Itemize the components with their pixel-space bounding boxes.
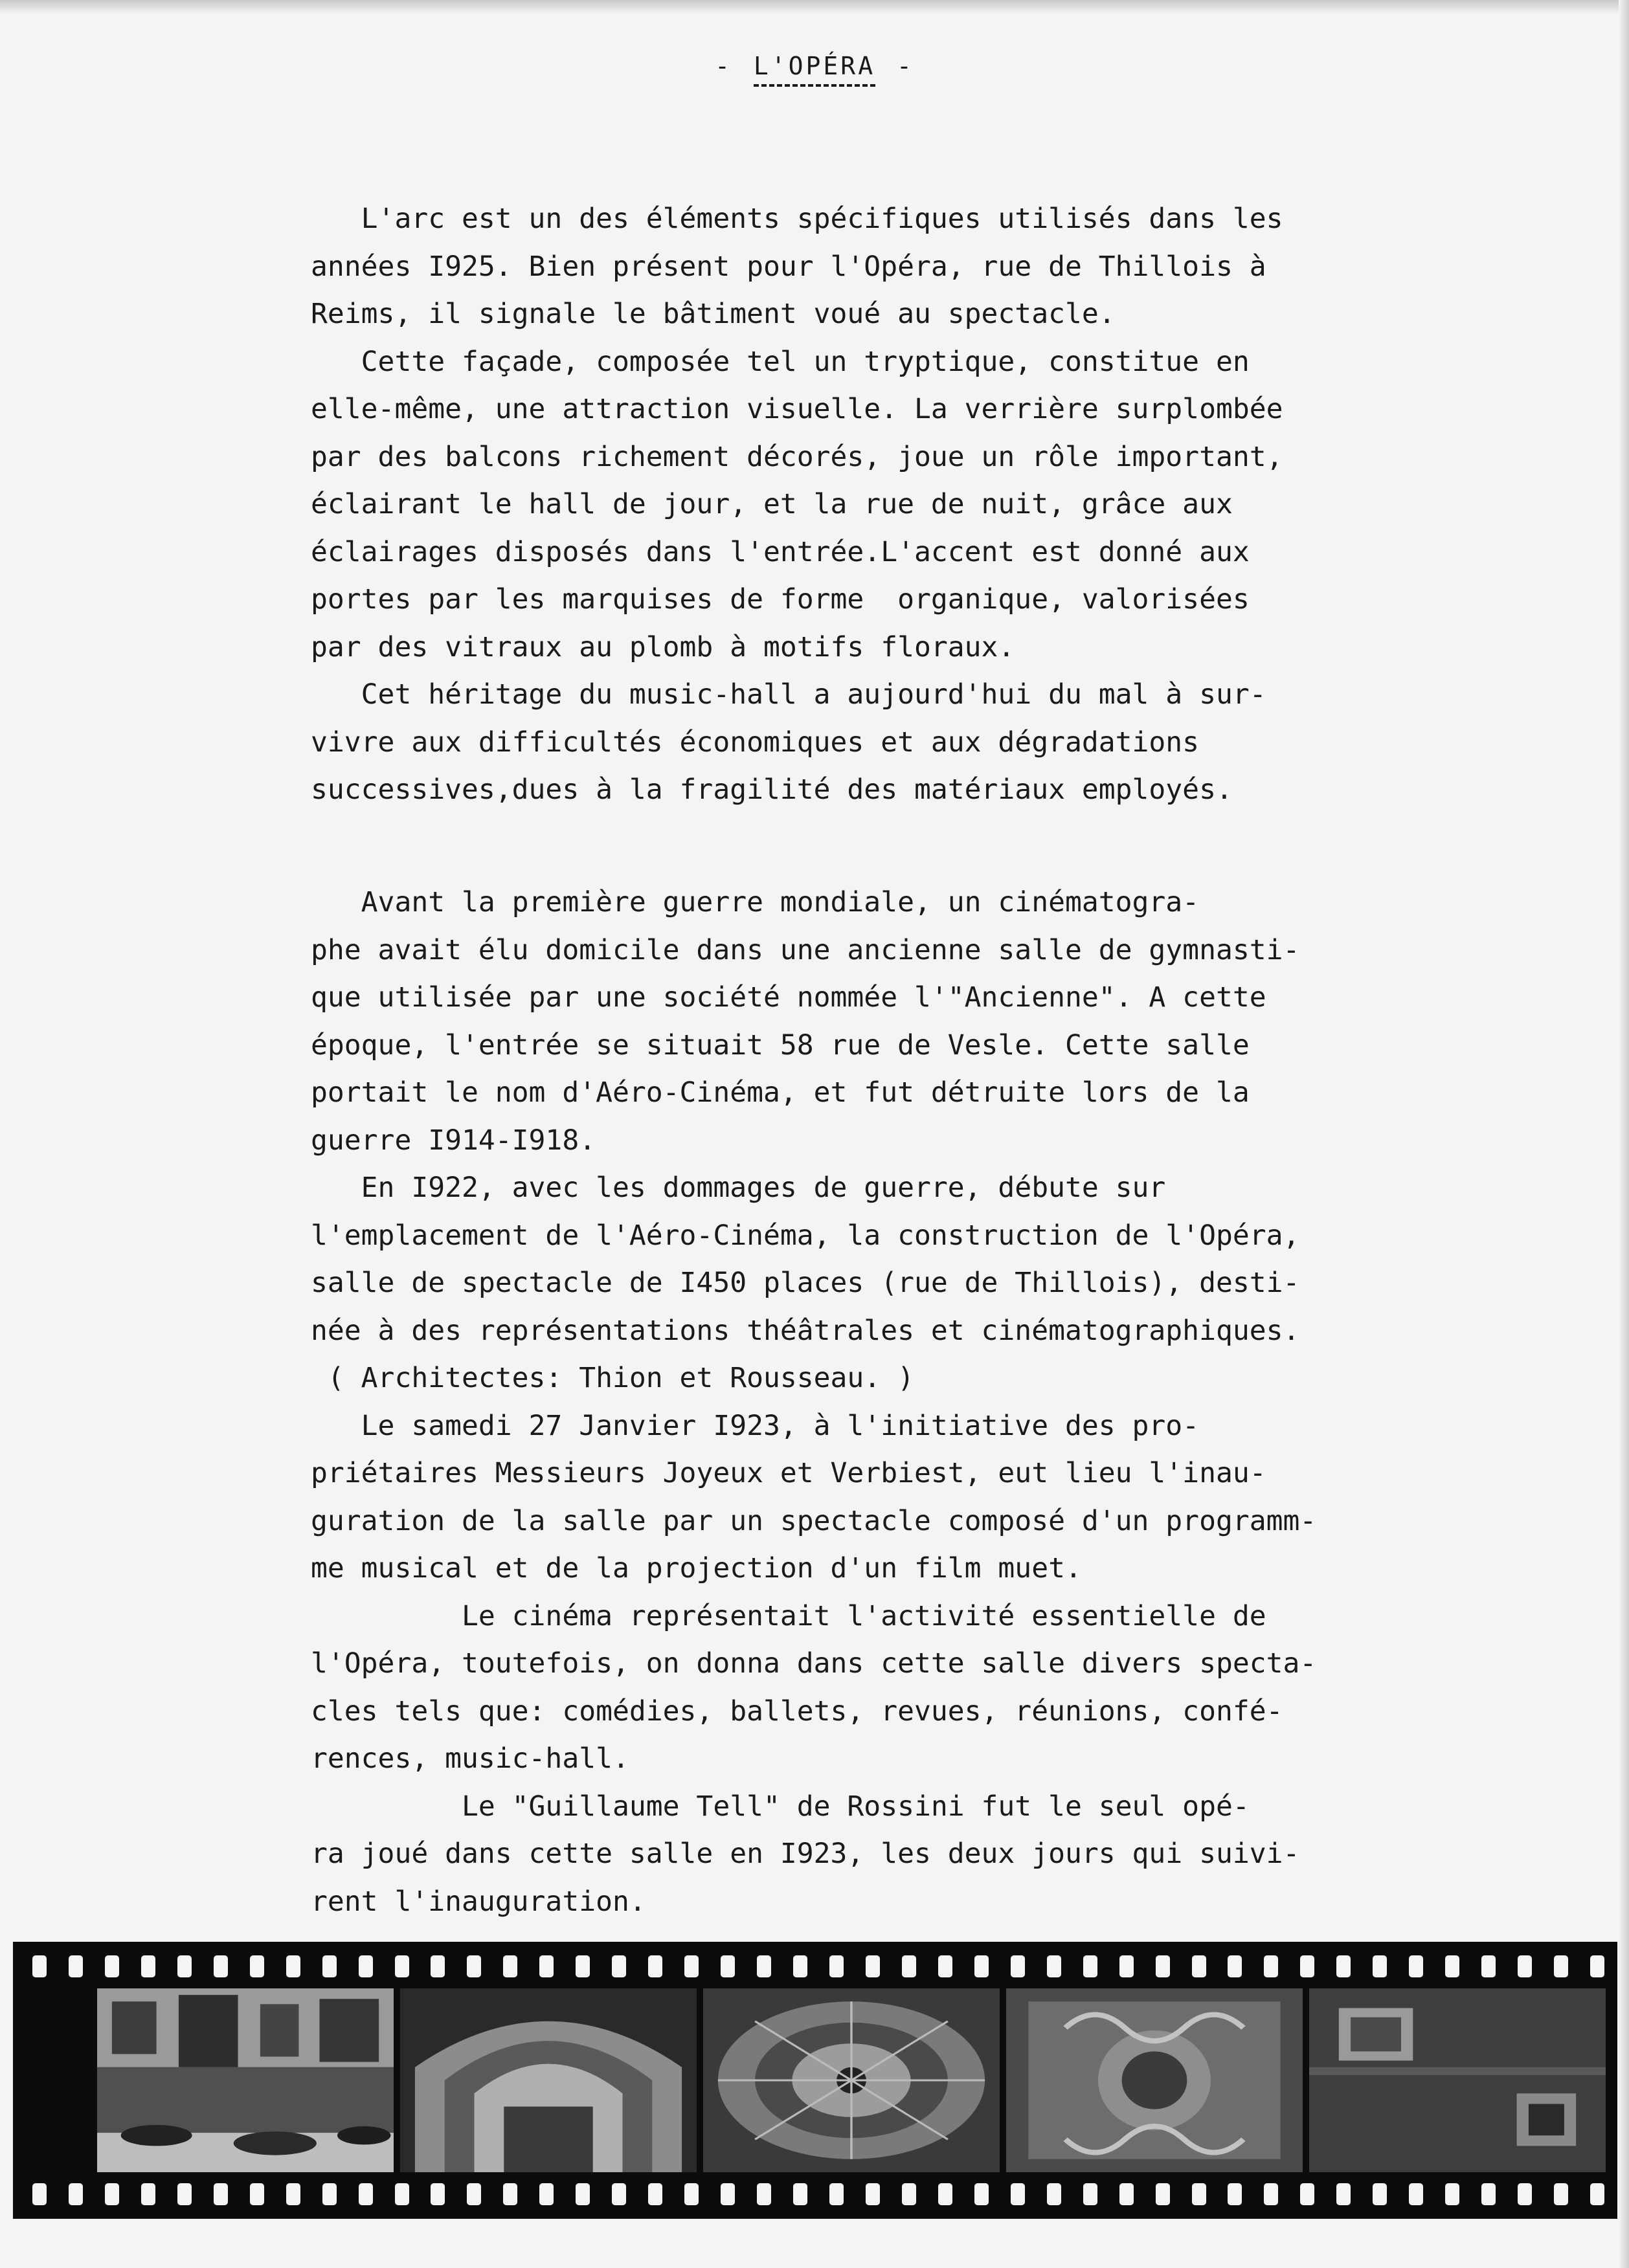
- film-perforation: [974, 1955, 989, 1977]
- film-perforation: [467, 1955, 481, 1977]
- film-perforation: [214, 2183, 228, 2205]
- film-perforation: [684, 1955, 699, 1977]
- film-perforation: [250, 2183, 264, 2205]
- film-perforation: [431, 2183, 445, 2205]
- film-perforation: [757, 1955, 771, 1977]
- film-perforations-bottom: [32, 2180, 1604, 2208]
- film-perforation: [503, 2183, 517, 2205]
- film-perforation: [32, 2183, 47, 2205]
- film-perforation: [1445, 1955, 1459, 1977]
- film-perforation: [1518, 1955, 1532, 1977]
- film-perforation: [1083, 1955, 1097, 1977]
- film-perforation: [938, 2183, 952, 2205]
- film-perforation: [612, 1955, 626, 1977]
- film-perforation: [648, 2183, 662, 2205]
- title-dash-left: -: [715, 52, 733, 80]
- street-facade-photo: [97, 1988, 394, 2172]
- film-perforation: [829, 1955, 844, 1977]
- film-perforation: [612, 2183, 626, 2205]
- film-perforation: [1300, 2183, 1314, 2205]
- film-perforation: [1083, 2183, 1097, 2205]
- film-perforation: [1373, 1955, 1387, 1977]
- film-perforation: [1047, 1955, 1061, 1977]
- film-perforation: [1554, 2183, 1568, 2205]
- film-perforation: [1119, 2183, 1134, 2205]
- film-perforation: [866, 2183, 880, 2205]
- film-perforation: [1011, 1955, 1025, 1977]
- film-strip: [13, 1942, 1617, 2219]
- film-perforation: [177, 2183, 192, 2205]
- film-perforation: [866, 1955, 880, 1977]
- film-perforation: [141, 2183, 155, 2205]
- film-perforation: [286, 2183, 300, 2205]
- film-perforation: [1192, 2183, 1206, 2205]
- film-perforation: [1373, 2183, 1387, 2205]
- title-text: L'OPÉRA: [750, 52, 879, 80]
- film-perforation: [721, 2183, 735, 2205]
- film-perforation: [576, 2183, 590, 2205]
- film-perforation: [1481, 2183, 1496, 2205]
- body-section-facade: L'arc est un des éléments spécifiques utilisés dans les années I925. Bien présent pour l'Opéra, rue de Thillois à Reims, il signale le bâtiment voué au spectacle. Cette façade, composée tel un tryptique, constitue en elle-même, une attraction visuelle. La verrière surplombée par des balcons richement décorés, joue un rôle important, éclairant le hall de jour, et la rue de nuit, grâce aux éclairages disposés dans l'entrée.L'accent est donné aux portes par les marquises de forme organique, valorisées par des vitraux au plomb à motifs floraux. Cet héritage du music-hall a aujourd'hui du mal à sur- vivre aux difficultés économiques et aux dégradations successives,dues à la fragilité des matériaux employés.: [311, 203, 1283, 806]
- film-frame-plaque: [1309, 1988, 1606, 2172]
- film-perforation: [214, 1955, 228, 1977]
- ornament-relief-photo: [1006, 1988, 1303, 2172]
- film-perforation: [141, 1955, 155, 1977]
- film-perforation: [1409, 1955, 1423, 1977]
- film-perforation: [938, 1955, 952, 1977]
- film-perforation: [503, 1955, 517, 1977]
- film-perforation: [105, 2183, 119, 2205]
- title-dash-right: -: [896, 52, 914, 80]
- film-perforation: [1119, 1955, 1134, 1977]
- film-perforation: [902, 1955, 916, 1977]
- film-perforation: [1590, 2183, 1604, 2205]
- scan-right-edge: [1619, 0, 1629, 2268]
- film-perforation: [1228, 1955, 1242, 1977]
- film-perforation: [974, 2183, 989, 2205]
- film-perforation: [648, 1955, 662, 1977]
- film-perforation: [793, 2183, 807, 2205]
- film-perforation: [1445, 2183, 1459, 2205]
- film-perforation: [286, 1955, 300, 1977]
- film-perforation: [1336, 2183, 1351, 2205]
- film-perforation: [1156, 2183, 1170, 2205]
- film-perforation: [829, 2183, 844, 2205]
- film-perforation: [576, 1955, 590, 1977]
- film-perforation: [1047, 2183, 1061, 2205]
- film-perforation: [395, 1955, 409, 1977]
- film-frames: [97, 1988, 1606, 2172]
- film-perforation: [1264, 1955, 1278, 1977]
- film-frame-arch: [400, 1988, 697, 2172]
- film-perforation: [1336, 1955, 1351, 1977]
- arch-proscenium-photo: [400, 1988, 697, 2172]
- film-perforation: [793, 1955, 807, 1977]
- page-title: [0, 52, 1629, 80]
- body-section-history: Avant la première guerre mondiale, un cinématogra- phe avait élu domicile dans une ancienne salle de gymnasti- que utilisée par une société nommée l'"Ancienne". A cette époque, l'entrée se situait 58 rue de Vesle. Cette salle portait le nom d'Aéro-Cinéma, et fut détruite lors de la guerre I914-I918. En I922, avec les dommages de guerre, débute sur l'emplacement de l'Aéro-Cinéma, la construction de l'Opéra, salle de spectacle de I450 places (rue de Thillois), desti- née à des représentations théâtrales et cinématographiques. ( Architectes: Thion et Rousseau. ) Le samedi 27 Janvier I923, à l'initiative des pro- priétaires Messieurs Joyeux et Verbiest, eut lieu l'inau- guration de la salle par un spectacle composé d'un programm- me musical et de la projection d'un film muet. Le cinéma représentait l'activité essentielle de l'Opéra, toutefois, on donna dans cette salle divers specta- cles tels que: comédies, ballets, revues, réunions, confé- rences, music-hall. Le "Guillaume Tell" de Rossini fut le seul opé- ra joué dans cette salle en I923, les deux jours qui suivi- rent l'inauguration.: [311, 886, 1317, 1918]
- film-perforation: [177, 1955, 192, 1977]
- ceiling-rosette-photo: [703, 1988, 1000, 2172]
- scan-top-edge: [0, 0, 1629, 14]
- film-perforation: [69, 2183, 83, 2205]
- film-perforation: [467, 2183, 481, 2205]
- wall-plaque-photo: [1309, 1988, 1606, 2172]
- film-frame-ceiling: [703, 1988, 1000, 2172]
- film-perforation: [250, 1955, 264, 1977]
- film-perforation: [32, 1955, 47, 1977]
- film-frame-street-facade: [97, 1988, 394, 2172]
- film-perforation: [105, 1955, 119, 1977]
- film-perforation: [359, 2183, 373, 2205]
- film-perforations-top: [32, 1952, 1604, 1981]
- film-perforation: [1228, 2183, 1242, 2205]
- film-perforation: [395, 2183, 409, 2205]
- film-perforation: [1011, 2183, 1025, 2205]
- film-perforation: [1409, 2183, 1423, 2205]
- film-perforation: [431, 1955, 445, 1977]
- film-perforation: [1518, 2183, 1532, 2205]
- film-perforation: [1554, 1955, 1568, 1977]
- film-perforation: [1481, 1955, 1496, 1977]
- film-perforation: [721, 1955, 735, 1977]
- film-perforation: [359, 1955, 373, 1977]
- film-perforation: [322, 2183, 337, 2205]
- film-perforation: [322, 1955, 337, 1977]
- film-perforation: [757, 2183, 771, 2205]
- film-perforation: [1300, 1955, 1314, 1977]
- film-perforation: [1590, 1955, 1604, 1977]
- film-perforation: [902, 2183, 916, 2205]
- film-perforation: [1156, 1955, 1170, 1977]
- film-perforation: [1192, 1955, 1206, 1977]
- film-perforation: [1264, 2183, 1278, 2205]
- film-frame-ornament: [1006, 1988, 1303, 2172]
- film-perforation: [539, 1955, 554, 1977]
- film-perforation: [539, 2183, 554, 2205]
- film-perforation: [684, 2183, 699, 2205]
- film-perforation: [69, 1955, 83, 1977]
